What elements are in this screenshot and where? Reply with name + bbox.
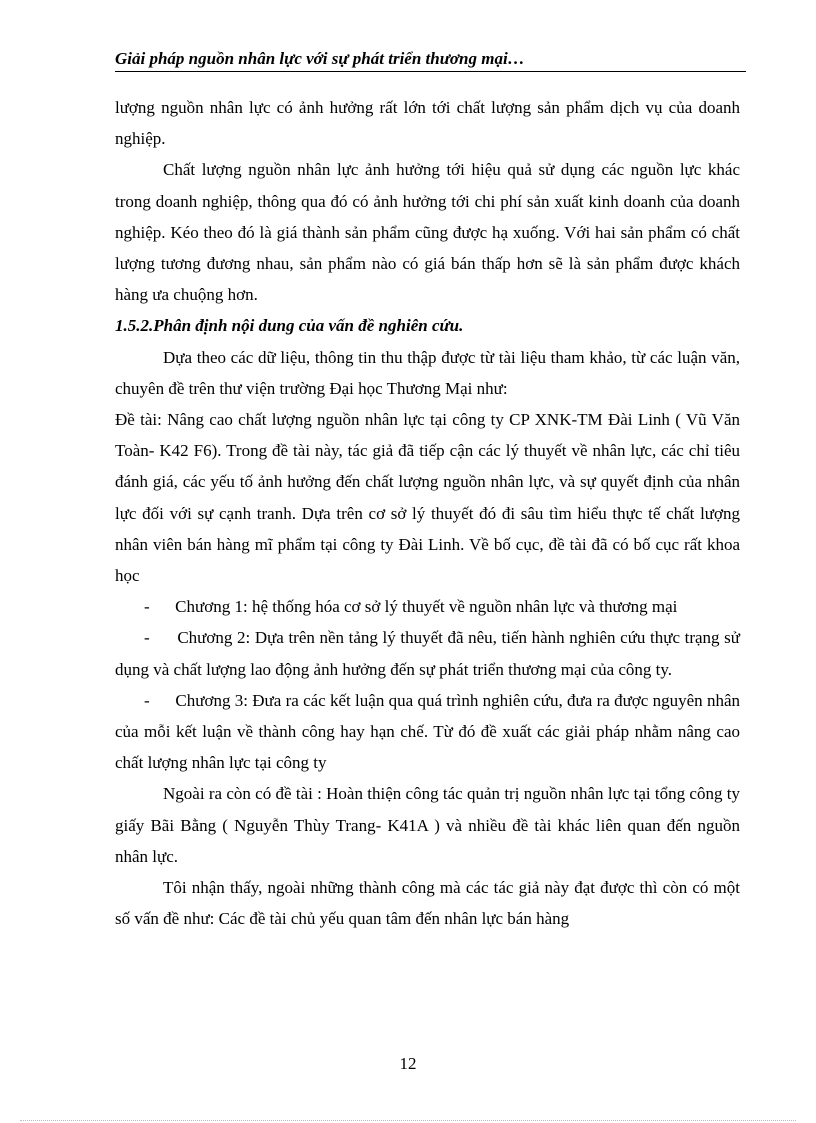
bullet-marker: - [144, 628, 150, 648]
page-number: 12 [399, 1054, 417, 1073]
bullet-marker: - [144, 690, 150, 710]
bullet-text: Chương 2: Dựa trên nền tảng lý thuyết đã nêu, tiến hành nghiên cứu thực trạng sử dụng và chất lượng lao động ảnh hưởng đến sự phát triển thương mại của công ty. [115, 628, 740, 679]
paragraph: Dựa theo các dữ liệu, thông tin thu thập được từ tài liệu tham khảo, từ các luận văn, chuyên đề trên thư viện trường Đại học Thương Mại như: [115, 347, 740, 398]
bullet-text: Chương 3: Đưa ra các kết luận qua quá trình nghiên cứu, đưa ra được nguyên nhân của mỗi kết luận về thành công hay hạn chế. Từ đó đề xuất các giải pháp nhằm nâng cao chất lượng nhân lực tại công ty [115, 690, 740, 773]
bullet-item [115, 685, 740, 779]
bullet-text: Chương 1: hệ thống hóa cơ sở lý thuyết về nguồn nhân lực và thương mại [175, 597, 678, 617]
running-header: Giải pháp nguồn nhân lực với sự phát triển thương mại… [115, 49, 746, 72]
bullet-item [115, 622, 740, 684]
paragraph: Tôi nhận thấy, ngoài những thành công mà các tác giả này đạt được thì còn có một số vấn đề như: Các đề tài chủ yếu quan tâm đến nhân lực bán hàng [115, 878, 740, 929]
paragraph: Đề tài: Nâng cao chất lượng nguồn nhân lực tại công ty CP XNK-TM Đài Linh ( Vũ Văn Toàn- K42 F6). Trong đề tài này, tác giả đã tiếp cận các lý thuyết về nhân lực, các chỉ tiêu đánh giá, các yếu tố ảnh hưởng đến chất lượng nguồn nhân lực, và sự quyết định của nhân lực đối với sự cạnh tranh. Dựa trên cơ sở lý thuyết đó đi sâu tìm hiểu thực tế chất lượng nhân viên bán hàng mĩ phẩm tại công ty Đài Linh. Về bố cục, đề tài đã có bố cục rất khoa học [115, 410, 740, 586]
paragraph: lượng nguồn nhân lực có ảnh hưởng rất lớn tới chất lượng sản phẩm dịch vụ của doanh nghiệp. [115, 98, 740, 149]
paragraph: Ngoài ra còn có đề tài : Hoàn thiện công tác quản trị nguồn nhân lực tại tổng công ty giấy Bãi Bằng ( Nguyễn Thùy Trang- K41A ) và nhiều đề tài khác liên quan đến nguồn nhân lực. [115, 784, 740, 866]
paragraph: Chất lượng nguồn nhân lực ảnh hưởng tới hiệu quả sử dụng các nguồn lực khác trong doanh nghiệp, thông qua đó có ảnh hưởng tới chi phí sản xuất kinh doanh của doanh nghiệp. Kéo theo đó là giá thành sản phẩm cũng được hạ xuống. Với hai sản phẩm có chất lượng tương đương nhau, sản phẩm nào có giá bán thấp hơn sẽ là sản phẩm được khách hàng ưa chuộng hơn. [115, 160, 740, 305]
section-heading: 1.5.2.Phân định nội dung của vấn đề nghiên cứu. [115, 316, 464, 336]
page-body [115, 92, 740, 934]
bullet-marker: - [144, 597, 150, 617]
bullet-item [115, 591, 740, 622]
page-bottom-divider [20, 1120, 796, 1121]
